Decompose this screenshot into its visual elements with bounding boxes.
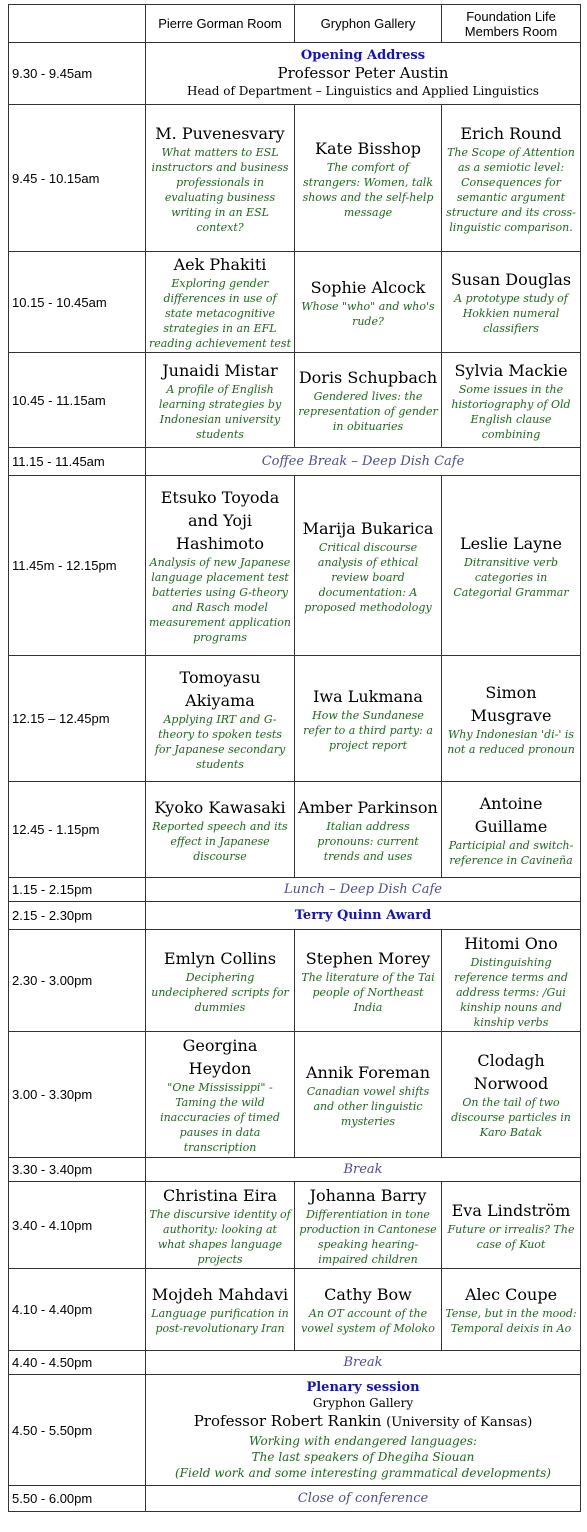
- speaker-name: Aek Phakiti: [173, 255, 267, 274]
- lunch-row: [9, 878, 581, 902]
- speaker-name: Antoine Guillame: [474, 793, 548, 836]
- plenary-label: Plenary session: [306, 1379, 420, 1395]
- time-cell: 4.40 - 4.50pm: [9, 1351, 146, 1375]
- talk-cell: [295, 105, 442, 252]
- speaker-name: Iwa Lukmana: [313, 686, 423, 706]
- talk-cell: [295, 930, 442, 1032]
- session-row: [9, 105, 581, 252]
- talk-title: "One Mississippi" - Taming the wild inaccuracies of timed pauses in data transcription: [160, 1081, 280, 1154]
- coffee-cell: Coffee Break – Deep Dish Cafe: [146, 448, 581, 476]
- talk-cell: [146, 1269, 295, 1351]
- talk-title: The discursive identity of authority: looking at what shapes language projects: [149, 1207, 291, 1266]
- time-cell: 5.50 - 6.00pm: [9, 1486, 146, 1512]
- break2-row: [9, 1351, 581, 1375]
- talk-cell: [146, 782, 295, 878]
- time-cell: 3.30 - 3.40pm: [9, 1158, 146, 1182]
- talk-cell: [295, 476, 442, 656]
- opening-row: [9, 43, 581, 105]
- speaker-name: Christina Eira: [163, 1185, 277, 1205]
- time-cell: 9.30 - 9.45am: [9, 43, 146, 105]
- talk-cell: [146, 930, 295, 1032]
- time-cell: 10.15 - 10.45am: [9, 252, 146, 353]
- talk-title: Future or irrealis? The case of Kuot: [447, 1222, 575, 1251]
- speaker-name: Kate Bisshop: [315, 138, 421, 158]
- speaker-name: Doris Schupbach: [298, 368, 438, 387]
- talk-title: Deciphering undeciphered scripts for dummies: [151, 970, 289, 1014]
- speaker-name: Etsuko Toyoda and Yoji Hashimoto: [160, 488, 280, 553]
- plenary-row: [9, 1375, 581, 1486]
- talk-cell: [295, 353, 442, 448]
- break1-cell: Break: [146, 1158, 581, 1182]
- room-header: Foundation Life Members Room: [442, 5, 581, 43]
- speaker-name: Eva Lindström: [451, 1200, 571, 1220]
- break2-cell: Break: [146, 1351, 581, 1375]
- talk-cell: [295, 1182, 442, 1269]
- talk-title: How the Sundanese refer to a third party: a project report: [303, 708, 433, 752]
- talk-title: The comfort of strangers: Women, talk shows and the self-help message: [302, 160, 434, 219]
- talk-cell: [146, 353, 295, 448]
- talk-title: Why Indonesian 'di-' is not a reduced pronoun: [447, 727, 575, 756]
- time-cell: 2.30 - 3.00pm: [9, 930, 146, 1032]
- talk-title: Reported speech and its effect in Japanese discourse: [152, 819, 288, 863]
- session-row: [9, 930, 581, 1032]
- speaker-name: Tomoyasu Akiyama: [179, 667, 261, 710]
- plenary-cell: [146, 1375, 581, 1486]
- time-cell: 9.45 - 10.15am: [9, 105, 146, 252]
- talk-title: What matters to ESL instructors and business professionals in evaluating business writing in an ESL context?: [151, 145, 289, 234]
- opening-speaker: Professor Peter Austin: [277, 64, 449, 82]
- talk-title: Critical discourse analysis of ethical review board documentation: A proposed methodology: [304, 540, 432, 614]
- talk-cell: [442, 252, 581, 353]
- time-cell: 4.10 - 4.40pm: [9, 1269, 146, 1351]
- talk-title: On the tail of two discourse particles in Karo Batak: [451, 1096, 571, 1139]
- session-row: [9, 656, 581, 782]
- talk-cell: [442, 656, 581, 782]
- speaker-name: Georgina Heydon: [182, 1036, 258, 1078]
- session-row: [9, 353, 581, 448]
- speaker-name: Simon Musgrave: [470, 682, 552, 725]
- plenary-title-line: (Field work and some interesting grammatical developments): [175, 1465, 551, 1480]
- talk-title: Exploring gender differences in use of state metacognitive strategies in an EFL reading achievement test: [149, 277, 292, 350]
- talk-cell: [295, 252, 442, 353]
- talk-cell: [442, 1182, 581, 1269]
- opening-label: Opening Address: [300, 48, 426, 63]
- room-header: Gryphon Gallery: [295, 5, 442, 43]
- talk-cell: [146, 1182, 295, 1269]
- talk-cell: [146, 656, 295, 782]
- talk-title: Some issues in the historiography of Old English clause combining: [451, 382, 571, 441]
- speaker-name: Mojdeh Mahdavi: [151, 1285, 289, 1304]
- speaker-name: Cathy Bow: [324, 1285, 412, 1304]
- time-cell: 3.40 - 4.10pm: [9, 1182, 146, 1269]
- plenary-affiliation: (University of Kansas): [386, 1414, 533, 1430]
- opening-role: Head of Department – Linguistics and Applied Linguistics: [187, 84, 539, 98]
- session-row: [9, 1182, 581, 1269]
- time-cell: 3.00 - 3.30pm: [9, 1032, 146, 1158]
- talk-cell: [146, 252, 295, 353]
- talk-cell: [295, 1032, 442, 1158]
- speaker-name: M. Puvenesvary: [155, 123, 285, 143]
- session-row: [9, 476, 581, 656]
- speaker-name: Hitomi Ono: [464, 933, 558, 953]
- talk-title: Canadian vowel shifts and other linguistic mysteries: [306, 1084, 430, 1128]
- speaker-name: Clodagh Norwood: [473, 1051, 549, 1093]
- award-cell: [146, 902, 581, 930]
- program-body: [9, 5, 581, 1512]
- talk-cell: [442, 1269, 581, 1351]
- talk-cell: [442, 353, 581, 448]
- talk-title: The Scope of Attention as a semiotic level: Consequences for semantic argument structure and its cross-linguistic comparison.: [446, 145, 576, 234]
- talk-title: Language purification in post-revolutionary Iran: [151, 1307, 289, 1335]
- speaker-name: Erich Round: [460, 123, 562, 143]
- speaker-name: Marija Bukarica: [302, 518, 434, 538]
- talk-title: A prototype study of Hokkien numeral classifiers: [454, 292, 568, 335]
- time-header: [9, 5, 146, 43]
- award-label: Terry Quinn Award: [294, 908, 432, 923]
- speaker-name: Junaidi Mistar: [162, 360, 278, 380]
- speaker-name: Leslie Layne: [459, 533, 563, 553]
- talk-title: Whose "who" and who's rude?: [301, 299, 435, 328]
- speaker-name: Johanna Barry: [309, 1185, 427, 1205]
- speaker-name: Annik Foreman: [305, 1062, 431, 1082]
- plenary-title-line: Working with endangered languages:: [248, 1433, 478, 1448]
- talk-title: Distinguishing reference terms and address terms: /Gui kinship nouns and kinship verbs: [454, 955, 568, 1029]
- session-row: [9, 252, 581, 353]
- talk-cell: [295, 782, 442, 878]
- plenary-speaker-line: [149, 1411, 577, 1433]
- time-cell: 11.15 - 11.45am: [9, 448, 146, 476]
- lunch-cell: Lunch – Deep Dish Cafe: [146, 878, 581, 902]
- time-cell: 1.15 - 2.15pm: [9, 878, 146, 902]
- room-header-row: [9, 5, 581, 43]
- talk-title: Gendered lives: the representation of gender in obituaries: [298, 390, 438, 433]
- conference-program-table: [8, 4, 581, 1512]
- time-cell: 11.45m - 12.15pm: [9, 476, 146, 656]
- room-header: Pierre Gorman Room: [146, 5, 295, 43]
- plenary-speaker: Professor Robert Rankin: [193, 1411, 382, 1430]
- talk-cell: [146, 105, 295, 252]
- talk-cell: [442, 105, 581, 252]
- speaker-name: Sophie Alcock: [310, 277, 426, 297]
- speaker-name: Emlyn Collins: [163, 948, 277, 968]
- speaker-name: Alec Coupe: [464, 1285, 558, 1304]
- talk-cell: [146, 1032, 295, 1158]
- time-cell: 12.45 - 1.15pm: [9, 782, 146, 878]
- opening-cell: [146, 43, 581, 105]
- talk-title: Tense, but in the mood: Temporal deixis in Ao: [445, 1307, 577, 1335]
- time-cell: 2.15 - 2.30pm: [9, 902, 146, 930]
- speaker-name: Amber Parkinson: [298, 797, 438, 817]
- time-cell: 12.15 – 12.45pm: [9, 656, 146, 782]
- coffee-row: [9, 448, 581, 476]
- time-cell: 4.50 - 5.50pm: [9, 1375, 146, 1486]
- break1-row: [9, 1158, 581, 1182]
- speaker-name: Susan Douglas: [450, 270, 572, 289]
- plenary-venue: Gryphon Gallery: [312, 1395, 414, 1410]
- talk-title: Participial and switch-reference in Cavineña: [448, 838, 574, 867]
- talk-title: The literature of the Tai people of Northeast India: [301, 970, 435, 1014]
- talk-title: Ditransitive verb categories in Categorial Grammar: [453, 555, 569, 599]
- close-row: [9, 1486, 581, 1512]
- speaker-name: Kyoko Kawasaki: [154, 797, 286, 817]
- session-row: [9, 782, 581, 878]
- speaker-name: Stephen Morey: [305, 948, 431, 968]
- award-row: [9, 902, 581, 930]
- talk-cell: [442, 476, 581, 656]
- talk-cell: [146, 476, 295, 656]
- plenary-title-line: The last speakers of Dhegiha Siouan: [251, 1449, 475, 1464]
- session-row: [9, 1032, 581, 1158]
- close-cell: Close of conference: [146, 1486, 581, 1512]
- speaker-name: Sylvia Mackie: [454, 360, 568, 380]
- session-row: [9, 1269, 581, 1351]
- talk-cell: [442, 782, 581, 878]
- talk-cell: [295, 1269, 442, 1351]
- talk-title: A profile of English learning strategies by Indonesian university students: [158, 382, 282, 441]
- time-cell: 10.45 - 11.15am: [9, 353, 146, 448]
- talk-cell: [442, 930, 581, 1032]
- talk-cell: [295, 656, 442, 782]
- talk-title: An OT account of the vowel system of Moloko: [301, 1307, 435, 1335]
- talk-title: Applying IRT and G-theory to spoken tests for Japanese secondary students: [154, 712, 286, 771]
- talk-title: Differentiation in tone production in Cantonese speaking hearing-impaired children: [299, 1207, 437, 1266]
- talk-cell: [442, 1032, 581, 1158]
- talk-title: Italian address pronouns: current trends and uses: [317, 819, 419, 863]
- talk-title: Analysis of new Japanese language placement test batteries using G-theory and Rasch model measurement application programs: [149, 556, 291, 644]
